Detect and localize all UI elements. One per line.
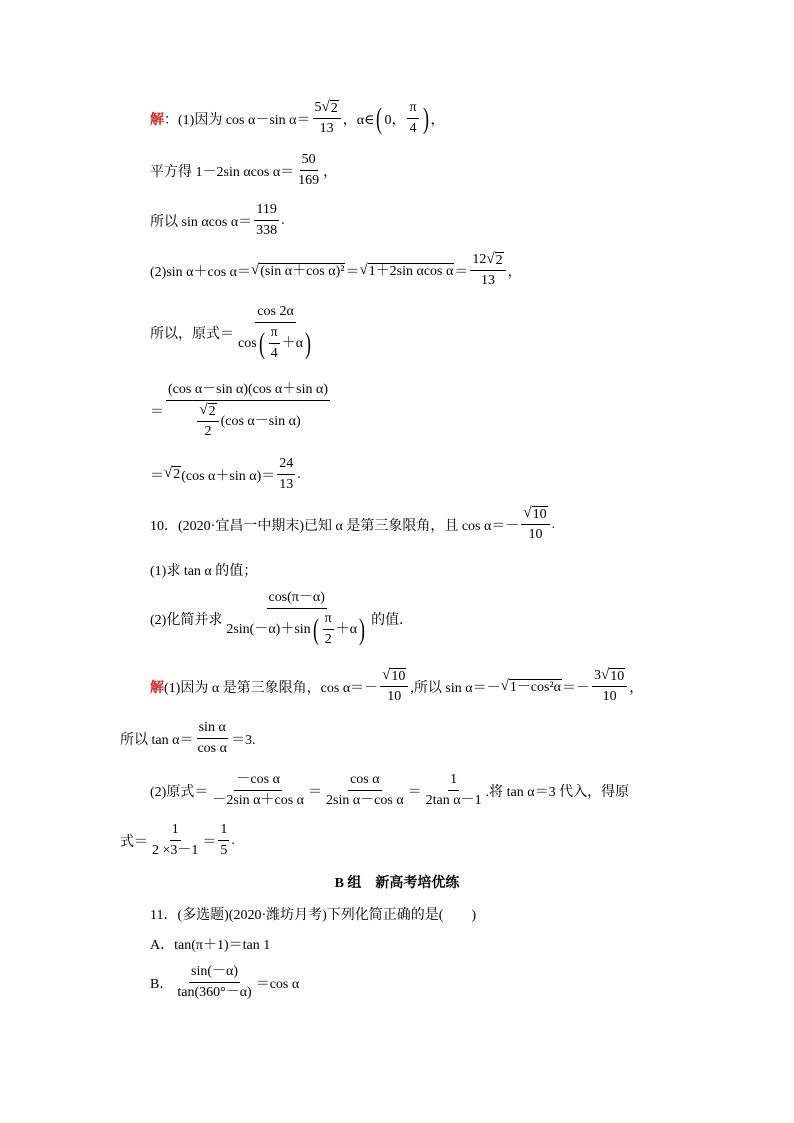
square-root: √ 2 [164, 465, 181, 483]
fraction: $\frac{24}{13}$ [279, 456, 294, 493]
q11-option-a: A．tan(π＋1)＝tan 1 [150, 938, 271, 953]
fraction: $\frac{\text{cos α}}{\text{2sin α－cos α}}$ [326, 772, 404, 809]
fraction: (cos α－sin α)(cos α＋sin α) √ 2 2 (cos α－sin α) [168, 382, 328, 440]
left-paren: ( [376, 101, 383, 135]
fraction: $\frac{\pi}{4}$ [409, 100, 417, 137]
sol9-line4: (2)sin α＋cos α＝ √ (sin α＋cos α)² ＝ √ 1＋2sin αcos α ＝ 12 √ 2 13 ， [150, 251, 522, 289]
sol9-line5: 所以，原式＝ cos 2α cos ( $\frac{\pi}{4}$ ＋α ) [150, 304, 317, 362]
fraction: $\frac{50}{169}$ [298, 152, 320, 189]
section-heading: B 组 新高考培优练 [334, 876, 460, 891]
fraction: 5 √ 2 13 [313, 100, 341, 137]
sol9-line1: 解 ：(1)因为 cos α－sin α＝ 5 √ 2 13 ，α∈ ( 0， $\frac{\pi}{4}$ ) ， [150, 99, 445, 137]
fraction: $\frac{119}{338}$ [256, 202, 278, 239]
q10-stem: 10．(2020·宜昌一中期末)已知 α 是第三象限角，且 cos α＝－ √ 10 10 . [150, 505, 556, 543]
fraction: 3 √ 10 10 [592, 668, 627, 705]
fraction: cos 2α cos ( $\frac{\pi}{4}$ ＋α ) [238, 304, 312, 362]
fraction: $\frac{\text{－cos α}}{\text{－2sin α＋cos α}}$ [212, 772, 304, 809]
fraction: $\frac{1}{5}$ [220, 822, 228, 859]
sol9-line7: ＝ √ 2 (cos α＋sin α)＝ $\frac{24}{13}$ . [150, 456, 301, 493]
fraction: $\frac{1}{2 \times 3-1}$ [152, 822, 199, 859]
sol9-line2: 平方得 1－2sin αcos α＝ $\frac{50}{169}$ ， [150, 152, 338, 189]
square-root: √ (sin α＋cos α)² [251, 261, 345, 279]
fraction: $\frac{\text{sin α}}{\text{cos α}}$ [197, 720, 227, 757]
square-root: √ 1＋2sin αcos α [359, 261, 454, 279]
fraction: √ 10 10 [521, 506, 549, 543]
sol9-line3: 所以 sin αcos α＝ $\frac{119}{338}$ . [150, 202, 285, 239]
fraction: cos(π－α) 2sin(－α)＋sin ( $\frac{\pi}{2}$ ＋α ) [226, 590, 366, 648]
right-paren: ) [422, 101, 429, 135]
fraction: $\frac{\sin(-\alpha)}{\tan(360^\circ-\alpha)}$ [177, 964, 252, 1001]
q10-part1: (1)求 tan α 的值； [150, 564, 258, 579]
sol9-l1-prefix: ：(1)因为 cos α－sin α＝ [164, 112, 311, 128]
q10-part2: (2)化简并求 cos(π－α) 2sin(－α)＋sin ( $\frac{\pi}{2}$ ＋α ) 的值． [150, 590, 414, 648]
q11-stem: 11．(多选题)(2020·潍坊月考)下列化简正确的是( ) [150, 908, 477, 923]
sol10-line2: 所以 tan α＝ $\frac{\text{sin α}}{\text{cos α}}$ ＝3. [120, 720, 256, 757]
solution-label: 解 [150, 680, 164, 696]
sol10-line3: (2)原式＝ $\frac{\text{－cos α}}{\text{－2sin α＋cos α}}$ ＝ $\frac{\text{cos α}}{\text{2sin α－cos α}}$ ＝ $\frac{1}{\text{2tan α－1}}$ .将 tan α＝3 代入，得原 [150, 772, 630, 809]
square-root: √ 1－cos²α [500, 677, 562, 695]
sol10-line4: 式＝ $\frac{1}{2 \times 3-1}$ ＝ $\frac{1}{5}$ . [120, 822, 235, 859]
solution-label: 解 [150, 112, 164, 128]
fraction: 12 √ 2 13 [470, 252, 505, 289]
sol10-line1: 解 (1)因为 α 是第三象限角，cos α＝－ √ 10 10 ,所以 sin α＝－ √ 1－cos²α ＝－ 3 √ 10 10 ， [150, 667, 644, 705]
fraction: $\frac{1}{\text{2tan α－1}}$ [425, 772, 482, 809]
fraction: √ 10 10 [380, 668, 408, 705]
sol9-line6: ＝ (cos α－sin α)(cos α＋sin α) √ 2 2 (cos α－sin α) [150, 382, 328, 440]
q11-option-b: B． $\frac{\sin(-\alpha)}{\tan(360^\circ-\alpha)}$ ＝cos α [150, 964, 300, 1001]
